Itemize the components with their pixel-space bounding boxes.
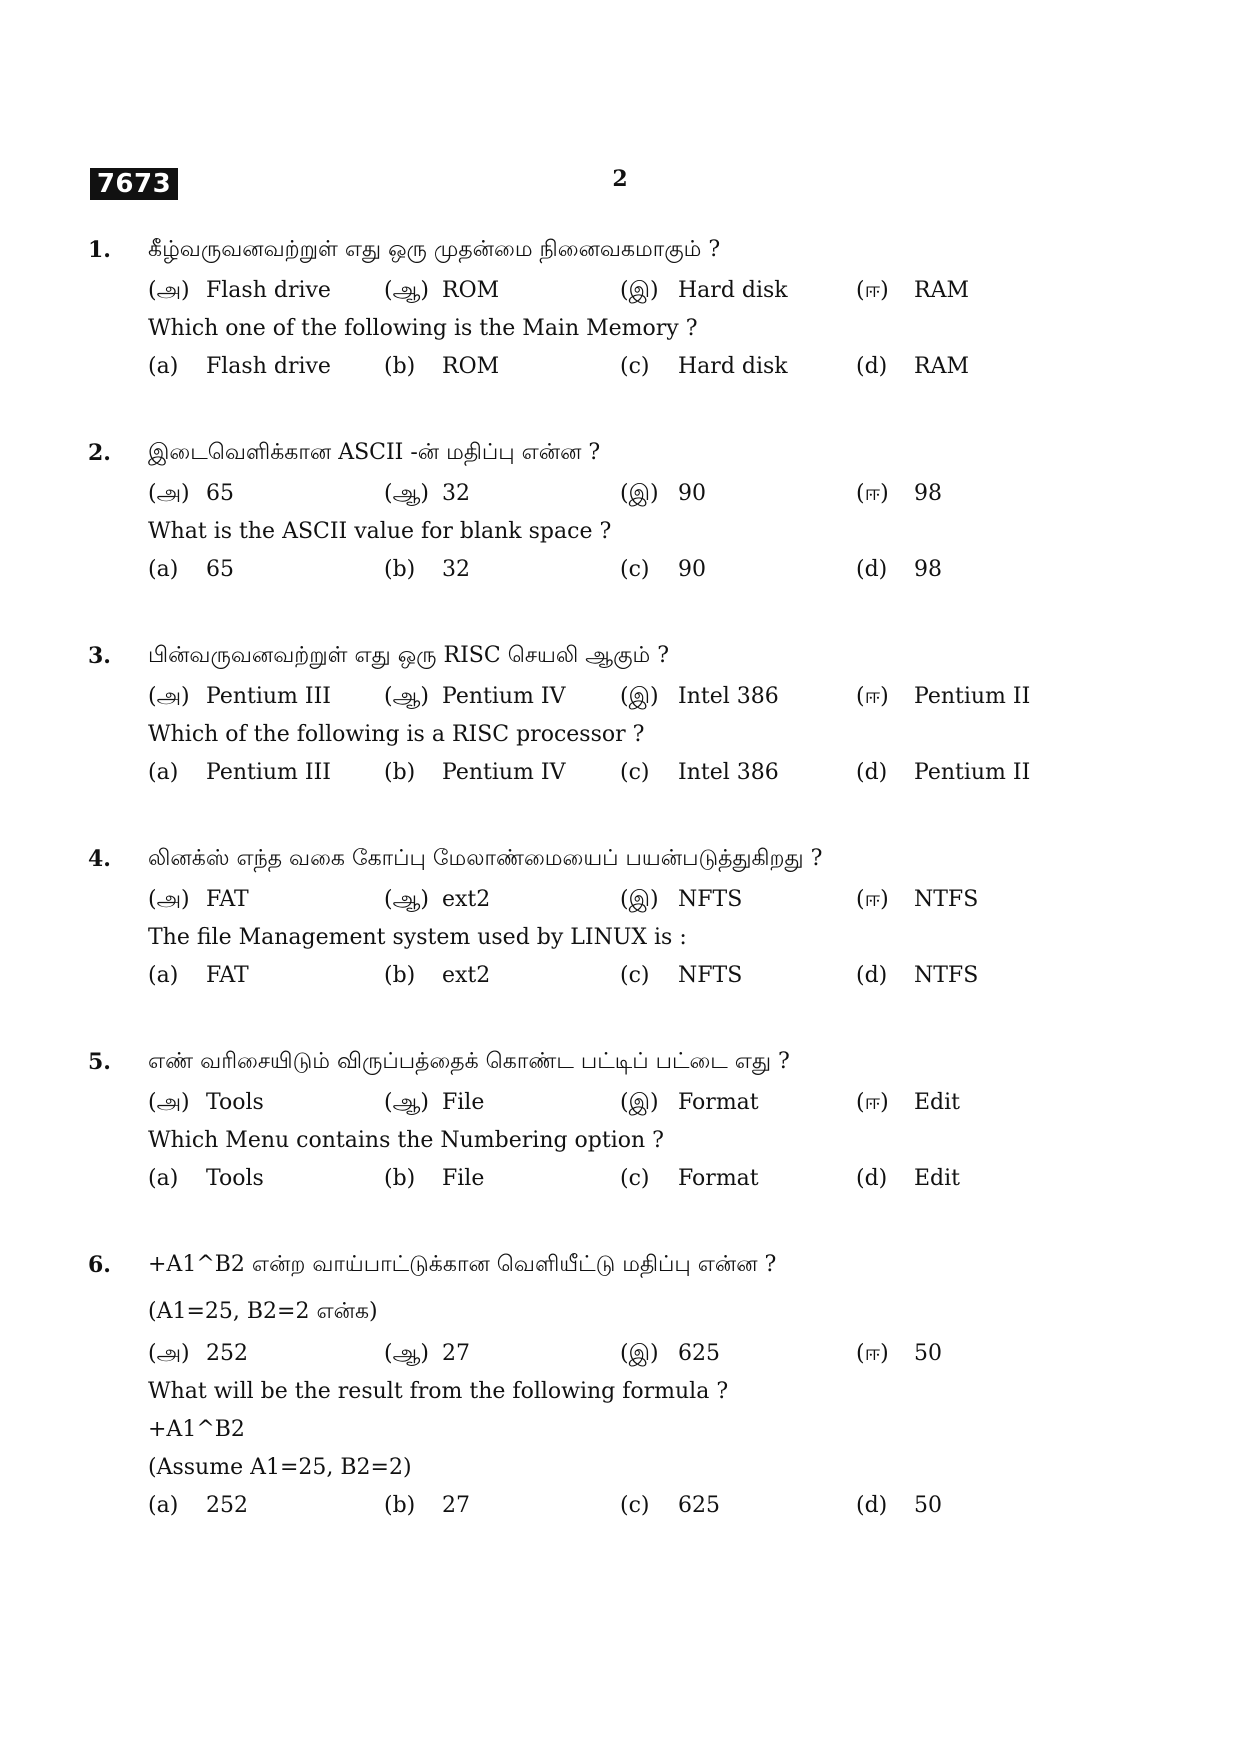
- option-label: (a): [148, 557, 179, 582]
- question-text-english: What will be the result from the following formula ?: [148, 1379, 729, 1404]
- option-label: (ஆ): [384, 1090, 429, 1115]
- option-label: (d): [856, 1493, 888, 1518]
- option-text: 50: [914, 1341, 942, 1366]
- option-label: (b): [384, 1166, 416, 1191]
- option-label: (ஈ): [856, 684, 889, 709]
- english-options-row: [0, 1164, 1240, 1194]
- option-label: (இ): [620, 278, 659, 303]
- option-text: 252: [206, 1341, 248, 1366]
- question-text-english: The file Management system used by LINUX is :: [148, 925, 687, 950]
- question-text-english: Which of the following is a RISC processor ?: [148, 722, 645, 747]
- option-text: Tools: [206, 1166, 264, 1191]
- question-number: 3.: [88, 643, 111, 669]
- option-label: (c): [620, 557, 650, 582]
- option-text: 32: [442, 557, 470, 582]
- option-label: (b): [384, 354, 416, 379]
- option-text: Edit: [914, 1090, 961, 1115]
- option-label: (ஈ): [856, 481, 889, 506]
- option-label: (இ): [620, 887, 659, 912]
- question-text-english: Which Menu contains the Numbering option ?: [148, 1128, 664, 1153]
- tamil-options-row: [0, 1339, 1240, 1369]
- option-text: Tools: [206, 1090, 264, 1115]
- option-text: 90: [678, 557, 706, 582]
- option-label: (இ): [620, 1090, 659, 1115]
- option-label: (அ): [148, 278, 190, 303]
- option-text: Pentium III: [206, 760, 331, 785]
- option-label: (அ): [148, 1341, 190, 1366]
- option-text: 65: [206, 481, 234, 506]
- option-text: File: [442, 1166, 485, 1191]
- option-label: (அ): [148, 481, 190, 506]
- question-number: 6.: [88, 1252, 111, 1278]
- option-text: Hard disk: [678, 354, 788, 379]
- english-options-row: [0, 1491, 1240, 1521]
- option-text: FAT: [206, 887, 249, 912]
- option-label: (ஈ): [856, 1341, 889, 1366]
- option-text: 90: [678, 481, 706, 506]
- option-label: (c): [620, 1493, 650, 1518]
- option-text: Edit: [914, 1166, 961, 1191]
- option-text: Intel 386: [678, 760, 779, 785]
- option-text: Pentium II: [914, 760, 1031, 785]
- option-text: Pentium IV: [442, 760, 566, 785]
- option-text: RAM: [914, 278, 969, 303]
- question-text-tamil: எண் வரிசையிடும் விருப்பத்தைக் கொண்ட பட்டிப் பட்டை எது ?: [148, 1049, 790, 1074]
- option-text: Flash drive: [206, 354, 331, 379]
- option-text: Pentium III: [206, 684, 331, 709]
- option-label: (இ): [620, 1341, 659, 1366]
- question-text-tamil: +A1^B2 என்ற வாய்பாட்டுக்கான வெளியீட்டு மதிப்பு என்ன ?: [148, 1252, 777, 1277]
- option-text: 625: [678, 1493, 720, 1518]
- option-text: Pentium II: [914, 684, 1031, 709]
- option-text: 32: [442, 481, 470, 506]
- option-label: (a): [148, 760, 179, 785]
- option-label: (b): [384, 1493, 416, 1518]
- option-label: (ஆ): [384, 1341, 429, 1366]
- option-label: (b): [384, 760, 416, 785]
- tamil-options-row: [0, 1088, 1240, 1118]
- option-text: NTFS: [914, 887, 979, 912]
- formula-text: +A1^B2: [148, 1417, 245, 1442]
- question-text-tamil: கீழ்வருவனவற்றுள் எது ஒரு முதன்மை நினைவகமாகும் ?: [148, 237, 721, 262]
- option-text: FAT: [206, 963, 249, 988]
- option-text: 27: [442, 1341, 470, 1366]
- tamil-options-row: [0, 276, 1240, 306]
- option-label: (d): [856, 760, 888, 785]
- question-number: 2.: [88, 440, 111, 466]
- option-text: File: [442, 1090, 485, 1115]
- option-label: (a): [148, 1166, 179, 1191]
- option-text: 27: [442, 1493, 470, 1518]
- option-text: Format: [678, 1166, 759, 1191]
- option-label: (b): [384, 963, 416, 988]
- paper-code: 7673: [90, 168, 178, 200]
- option-text: 50: [914, 1493, 942, 1518]
- option-label: (அ): [148, 887, 190, 912]
- question-number: 1.: [88, 237, 111, 263]
- option-text: ROM: [442, 354, 500, 379]
- option-text: ROM: [442, 278, 500, 303]
- question-number: 4.: [88, 846, 111, 872]
- option-label: (ஆ): [384, 887, 429, 912]
- option-text: Intel 386: [678, 684, 779, 709]
- option-label: (c): [620, 1166, 650, 1191]
- option-label: (இ): [620, 684, 659, 709]
- option-label: (ஆ): [384, 684, 429, 709]
- question-text-english: Which one of the following is the Main Memory ?: [148, 316, 698, 341]
- question-condition-tamil: (A1=25, B2=2 என்க): [148, 1299, 378, 1324]
- option-label: (ஆ): [384, 278, 429, 303]
- question-text-tamil: இடைவெளிக்கான ASCII -ன் மதிப்பு என்ன ?: [148, 440, 601, 465]
- option-label: (ஈ): [856, 887, 889, 912]
- english-options-row: [0, 758, 1240, 788]
- option-text: NFTS: [678, 887, 743, 912]
- option-label: (அ): [148, 684, 190, 709]
- option-label: (d): [856, 1166, 888, 1191]
- english-options-row: [0, 961, 1240, 991]
- question-text-english: What is the ASCII value for blank space ?: [148, 519, 612, 544]
- option-label: (இ): [620, 481, 659, 506]
- option-text: NTFS: [914, 963, 979, 988]
- option-text: ext2: [442, 887, 491, 912]
- option-text: Flash drive: [206, 278, 331, 303]
- option-text: 98: [914, 481, 942, 506]
- question-number: 5.: [88, 1049, 111, 1075]
- tamil-options-row: [0, 885, 1240, 915]
- option-label: (a): [148, 963, 179, 988]
- option-text: NFTS: [678, 963, 743, 988]
- option-text: 252: [206, 1493, 248, 1518]
- option-label: (a): [148, 354, 179, 379]
- option-label: (d): [856, 354, 888, 379]
- option-label: (ஈ): [856, 278, 889, 303]
- option-label: (a): [148, 1493, 179, 1518]
- option-text: 625: [678, 1341, 720, 1366]
- option-label: (d): [856, 557, 888, 582]
- option-text: Format: [678, 1090, 759, 1115]
- option-label: (ஆ): [384, 481, 429, 506]
- question-text-tamil: பின்வருவனவற்றுள் எது ஒரு RISC செயலி ஆகும் ?: [148, 643, 670, 668]
- option-label: (c): [620, 354, 650, 379]
- question-text-tamil: லினக்ஸ் எந்த வகை கோப்பு மேலாண்மையைப் பயன்படுத்துகிறது ?: [148, 846, 823, 871]
- option-text: Hard disk: [678, 278, 788, 303]
- option-label: (ஈ): [856, 1090, 889, 1115]
- english-options-row: [0, 555, 1240, 585]
- question-condition-english: (Assume A1=25, B2=2): [148, 1455, 412, 1480]
- option-text: ext2: [442, 963, 491, 988]
- option-text: Pentium IV: [442, 684, 566, 709]
- option-label: (b): [384, 557, 416, 582]
- page-number: 2: [612, 166, 628, 192]
- option-label: (c): [620, 760, 650, 785]
- option-text: 65: [206, 557, 234, 582]
- english-options-row: [0, 352, 1240, 382]
- option-label: (அ): [148, 1090, 190, 1115]
- option-label: (d): [856, 963, 888, 988]
- tamil-options-row: [0, 682, 1240, 712]
- tamil-options-row: [0, 479, 1240, 509]
- option-text: RAM: [914, 354, 969, 379]
- option-label: (c): [620, 963, 650, 988]
- option-text: 98: [914, 557, 942, 582]
